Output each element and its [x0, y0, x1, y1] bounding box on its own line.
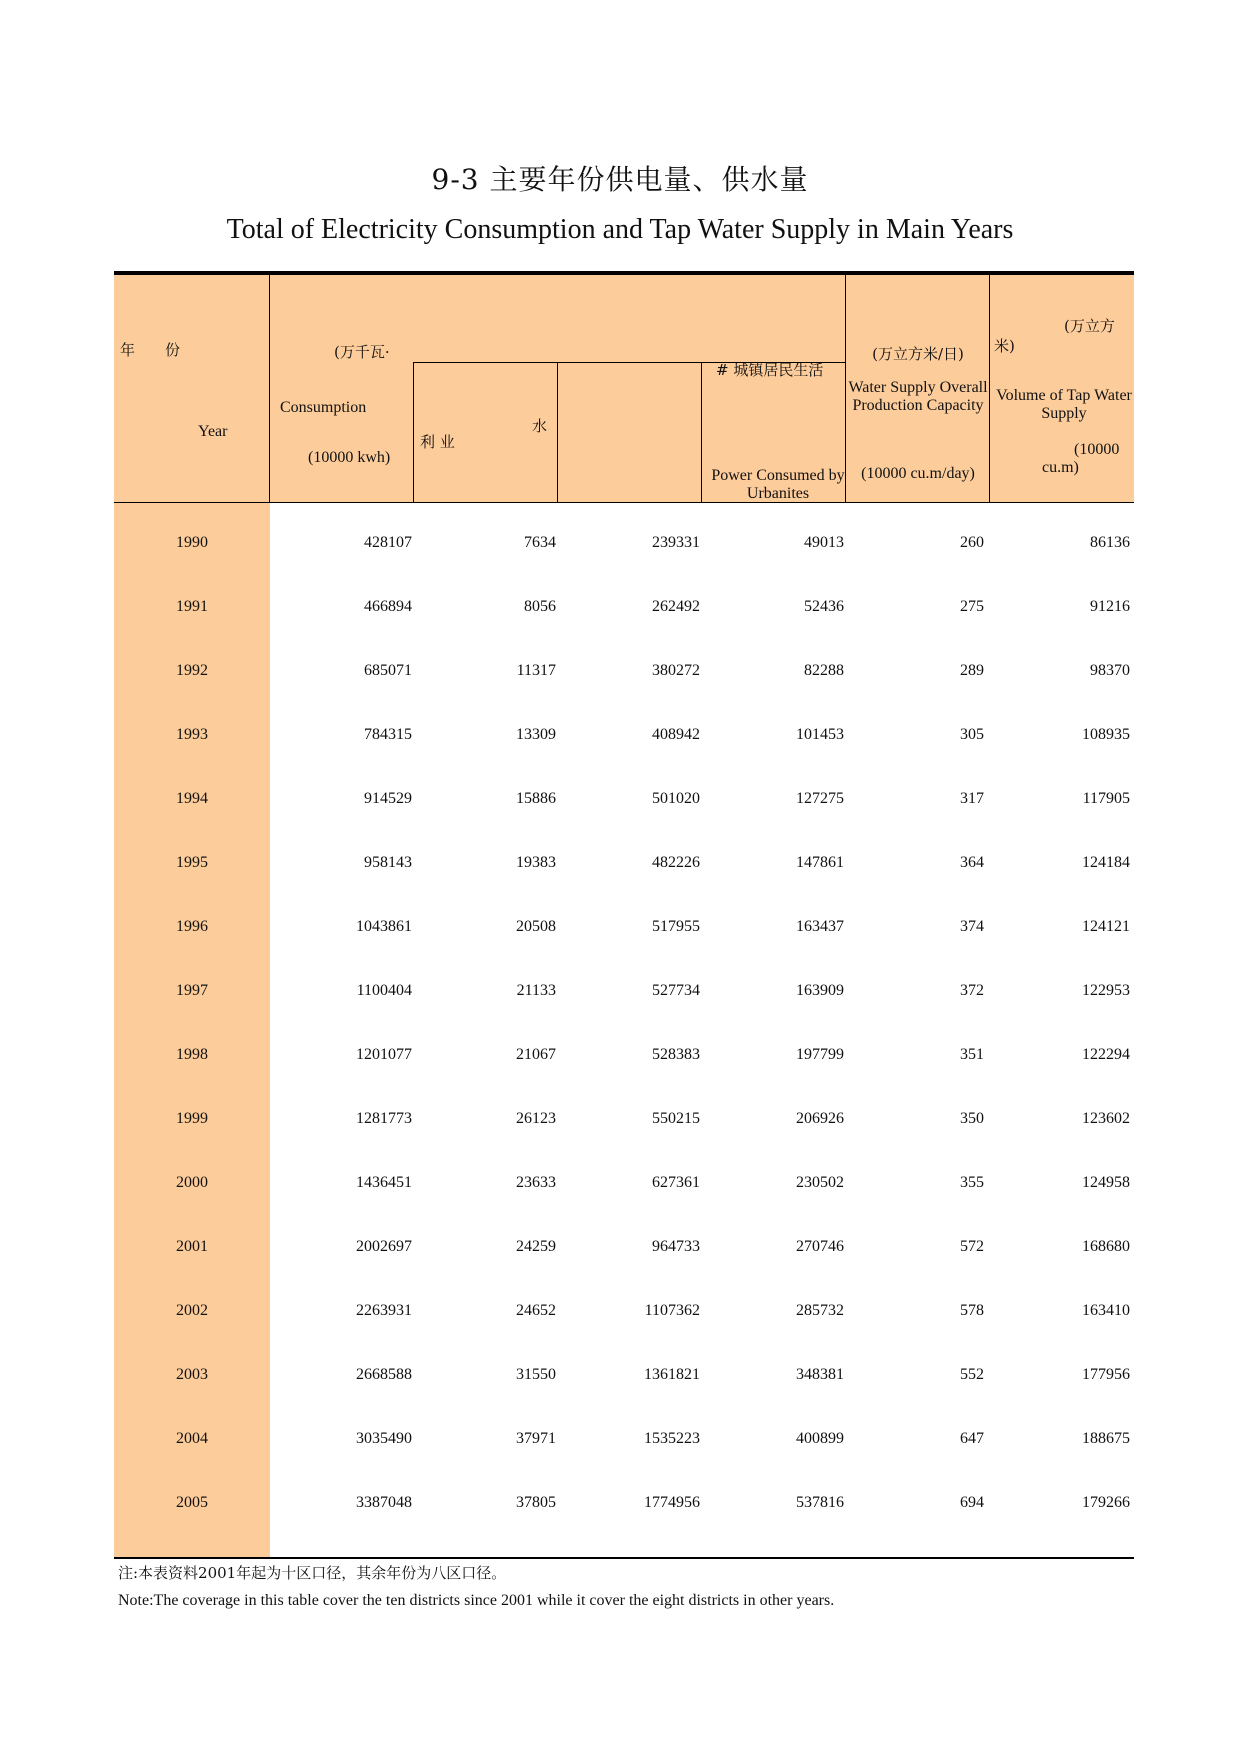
- urbanites-cell: 230502: [796, 1174, 844, 1191]
- table-header: [114, 275, 1134, 503]
- elec-unit-cn: (万千瓦·: [334, 343, 390, 361]
- data-table: [114, 271, 1134, 1559]
- water-conservancy-cell: 20508: [516, 918, 556, 935]
- industry-cell: 1361821: [644, 1366, 700, 1383]
- year-cell: 2000: [176, 1174, 208, 1191]
- volume-unit-cn-b: 米): [994, 337, 1015, 355]
- year-cell: 2002: [176, 1302, 208, 1319]
- year-cell: 1997: [176, 982, 208, 999]
- volume-unit-en-b: cu.m): [1042, 459, 1079, 476]
- water-conservancy-cell: 37971: [516, 1430, 556, 1447]
- footnote-cn: 注:本表资料2001年起为十区口径，其余年份为八区口径。: [118, 1564, 507, 1582]
- volume-cell: 122294: [1082, 1046, 1130, 1063]
- volume-cell: 98370: [1090, 662, 1130, 679]
- volume-cell: 188675: [1082, 1430, 1130, 1447]
- urban-header-en: Power Consumed by Urbanites: [711, 467, 845, 502]
- electricity-cell: 1281773: [356, 1110, 412, 1127]
- urbanites-cell: 147861: [796, 854, 844, 871]
- table-row: [114, 1471, 1134, 1535]
- year-cell: 1993: [176, 726, 208, 743]
- industry-cell: 527734: [652, 982, 700, 999]
- water-conservancy-cell: 11317: [516, 662, 556, 679]
- urbanites-cell: 206926: [796, 1110, 844, 1127]
- urbanites-cell: 163437: [796, 918, 844, 935]
- industry-cell: 239331: [652, 534, 700, 551]
- year-cell: 1995: [176, 854, 208, 871]
- industry-cell: 517955: [652, 918, 700, 935]
- capacity-unit-cn: (万立方米/日): [872, 345, 964, 363]
- volume-cell: 163410: [1082, 1302, 1130, 1319]
- volume-cell: 124184: [1082, 854, 1130, 871]
- year-cell: 2005: [176, 1494, 208, 1511]
- volume-cell: 168680: [1082, 1238, 1130, 1255]
- urbanites-cell: 49013: [804, 534, 844, 551]
- capacity-cell: 305: [960, 726, 984, 743]
- industry-cell: 1107362: [644, 1302, 700, 1319]
- capacity-cell: 350: [960, 1110, 984, 1127]
- page-title-cn: 9-3 主要年份供电量、供水量: [431, 163, 809, 196]
- year-cell: 1990: [176, 534, 208, 551]
- capacity-cell: 260: [960, 534, 984, 551]
- volume-header-en: Volume of Tap Water Supply: [996, 387, 1132, 422]
- electricity-cell: 466894: [364, 598, 412, 615]
- water-cons-cn-a: 水: [532, 417, 548, 435]
- electricity-cell: 1201077: [356, 1046, 412, 1063]
- year-header-en: Year: [198, 423, 228, 440]
- volume-cell: 91216: [1090, 598, 1130, 615]
- industry-cell: 408942: [652, 726, 700, 743]
- bottom-rule: [114, 1557, 1134, 1559]
- electricity-cell: 2002697: [356, 1238, 412, 1255]
- industry-cell: 1535223: [644, 1430, 700, 1447]
- capacity-cell: 694: [960, 1494, 984, 1511]
- urbanites-cell: 197799: [796, 1046, 844, 1063]
- elec-unit-en: (10000 kwh): [308, 449, 391, 466]
- year-cell: 1994: [176, 790, 208, 807]
- water-conservancy-cell: 24652: [516, 1302, 556, 1319]
- industry-cell: 262492: [652, 598, 700, 615]
- electricity-cell: 914529: [364, 790, 412, 807]
- urban-header-cn: # 城镇居民生活: [716, 361, 824, 379]
- year-cell: 2001: [176, 1238, 208, 1255]
- water-conservancy-cell: 23633: [516, 1174, 556, 1191]
- volume-cell: 117905: [1082, 790, 1130, 807]
- industry-cell: 482226: [652, 854, 700, 871]
- year-cell: 1998: [176, 1046, 208, 1063]
- volume-cell: 124958: [1082, 1174, 1130, 1191]
- water-conservancy-cell: 26123: [516, 1110, 556, 1127]
- table-row: [114, 767, 1134, 831]
- volume-cell: 177956: [1082, 1366, 1130, 1383]
- water-conservancy-cell: 8056: [524, 598, 556, 615]
- capacity-cell: 317: [960, 790, 984, 807]
- urbanites-cell: 270746: [796, 1238, 844, 1255]
- electricity-cell: 1100404: [356, 982, 412, 999]
- table-row: [114, 1407, 1134, 1471]
- year-cell: 2004: [176, 1430, 208, 1447]
- electricity-cell: 3387048: [356, 1494, 412, 1511]
- electricity-cell: 1436451: [356, 1174, 412, 1191]
- industry-cell: 528383: [652, 1046, 700, 1063]
- capacity-cell: 578: [960, 1302, 984, 1319]
- table-row: [114, 1023, 1134, 1087]
- industry-cell: 550215: [652, 1110, 700, 1127]
- water-conservancy-cell: 21133: [516, 982, 556, 999]
- page-title-en: Total of Electricity Consumption and Tap Water Supply in Main Years: [226, 214, 1014, 245]
- electricity-cell: 2668588: [356, 1366, 412, 1383]
- electricity-cell: 958143: [364, 854, 412, 871]
- urbanites-cell: 82288: [804, 662, 844, 679]
- year-header-cn: 年 份: [120, 341, 181, 359]
- water-conservancy-cell: 31550: [516, 1366, 556, 1383]
- water-cons-cn-b: 利 业: [420, 433, 455, 451]
- water-conservancy-cell: 37805: [516, 1494, 556, 1511]
- volume-cell: 108935: [1082, 726, 1130, 743]
- capacity-cell: 355: [960, 1174, 984, 1191]
- water-conservancy-cell: 7634: [524, 534, 556, 551]
- capacity-cell: 647: [960, 1430, 984, 1447]
- urbanites-cell: 537816: [796, 1494, 844, 1511]
- electricity-cell: 3035490: [356, 1430, 412, 1447]
- table-row: [114, 639, 1134, 703]
- table-row: [114, 959, 1134, 1023]
- water-conservancy-cell: 13309: [516, 726, 556, 743]
- volume-cell: 124121: [1082, 918, 1130, 935]
- water-conservancy-cell: 19383: [516, 854, 556, 871]
- table-row: [114, 895, 1134, 959]
- volume-cell: 122953: [1082, 982, 1130, 999]
- capacity-header-en: Water Supply Overall Production Capacity: [848, 379, 988, 414]
- table-row: [114, 1215, 1134, 1279]
- table-row: [114, 1151, 1134, 1215]
- table-row: [114, 831, 1134, 895]
- year-cell: 1991: [176, 598, 208, 615]
- water-conservancy-cell: 21067: [516, 1046, 556, 1063]
- electricity-cell: 2263931: [356, 1302, 412, 1319]
- urbanites-cell: 400899: [796, 1430, 844, 1447]
- top-rule: [114, 271, 1134, 275]
- table-row: [114, 703, 1134, 767]
- table-row: [114, 1279, 1134, 1343]
- volume-cell: 123602: [1082, 1110, 1130, 1127]
- table-row: [114, 511, 1134, 575]
- water-conservancy-cell: 15886: [516, 790, 556, 807]
- elec-header-en: Consumption: [280, 399, 367, 416]
- urbanites-cell: 127275: [796, 790, 844, 807]
- capacity-cell: 364: [960, 854, 984, 871]
- table-row: [114, 1087, 1134, 1151]
- table-row: [114, 575, 1134, 639]
- capacity-cell: 552: [960, 1366, 984, 1383]
- table-row: [114, 1343, 1134, 1407]
- capacity-unit-en: (10000 cu.m/day): [861, 465, 975, 482]
- year-cell: 1996: [176, 918, 208, 935]
- volume-cell: 86136: [1090, 534, 1130, 551]
- urbanites-cell: 101453: [796, 726, 844, 743]
- electricity-cell: 784315: [364, 726, 412, 743]
- capacity-cell: 374: [960, 918, 984, 935]
- industry-cell: 1774956: [644, 1494, 700, 1511]
- year-cell: 1999: [176, 1110, 208, 1127]
- urbanites-cell: 348381: [796, 1366, 844, 1383]
- volume-cell: 179266: [1082, 1494, 1130, 1511]
- industry-cell: 627361: [652, 1174, 700, 1191]
- volume-unit-en-a: (10000: [1074, 441, 1120, 458]
- footnote-en: Note:The coverage in this table cover the ten districts since 2001 while it cover the eight districts in other years.: [118, 1592, 835, 1609]
- industry-cell: 380272: [652, 662, 700, 679]
- electricity-cell: 1043861: [356, 918, 412, 935]
- urbanites-cell: 163909: [796, 982, 844, 999]
- year-cell: 2003: [176, 1366, 208, 1383]
- capacity-cell: 351: [960, 1046, 984, 1063]
- capacity-cell: 275: [960, 598, 984, 615]
- capacity-cell: 572: [960, 1238, 984, 1255]
- electricity-cell: 685071: [364, 662, 412, 679]
- industry-cell: 501020: [652, 790, 700, 807]
- electricity-cell: 428107: [364, 534, 412, 551]
- capacity-cell: 372: [960, 982, 984, 999]
- year-cell: 1992: [176, 662, 208, 679]
- urbanites-cell: 52436: [804, 598, 844, 615]
- capacity-cell: 289: [960, 662, 984, 679]
- urbanites-cell: 285732: [796, 1302, 844, 1319]
- volume-unit-cn: (万立方: [1064, 317, 1115, 335]
- industry-cell: 964733: [652, 1238, 700, 1255]
- water-conservancy-cell: 24259: [516, 1238, 556, 1255]
